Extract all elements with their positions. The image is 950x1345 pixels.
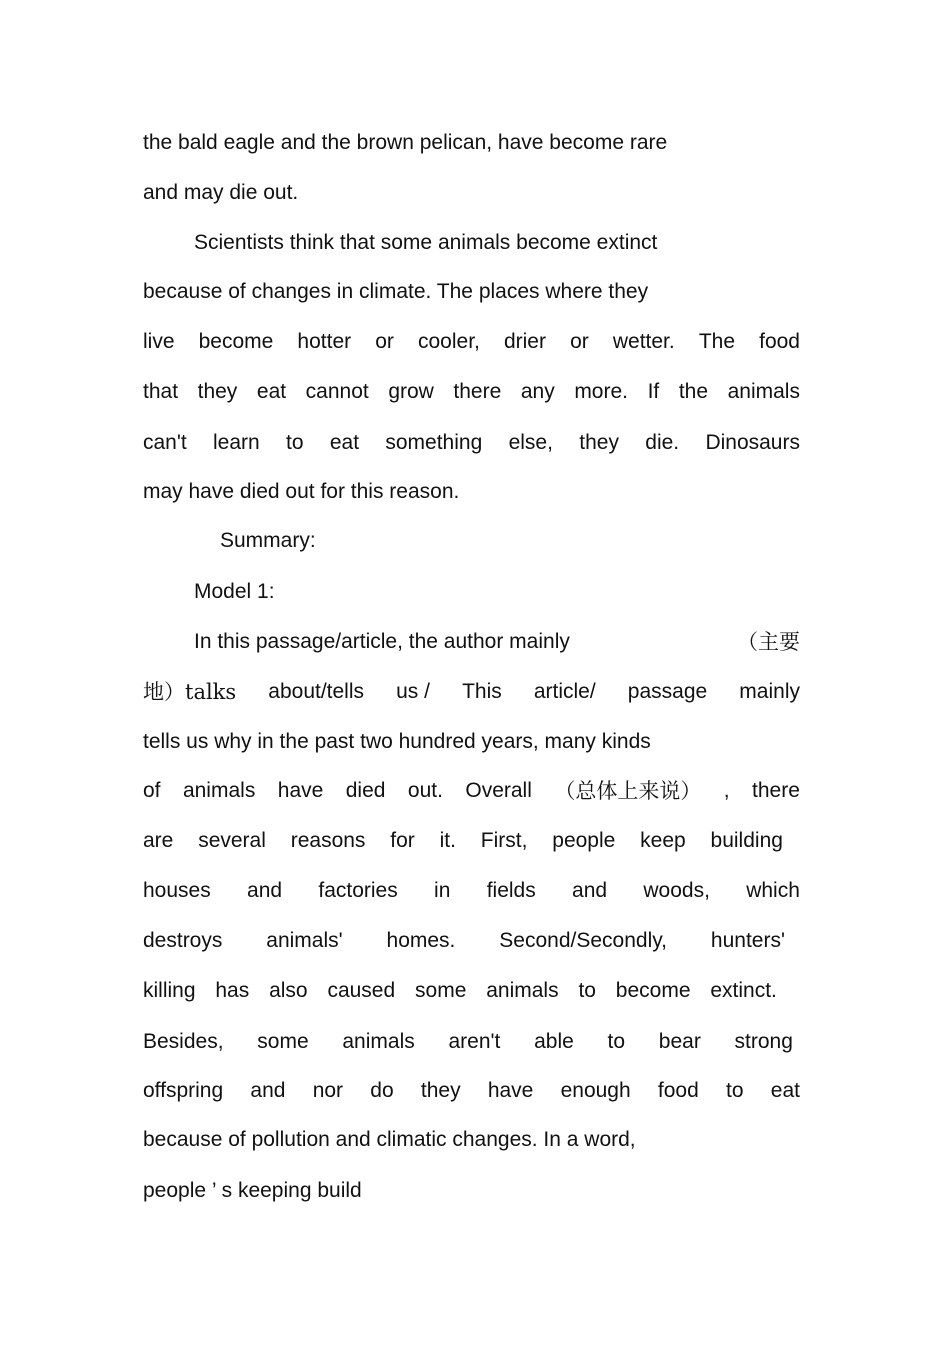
word: do: [370, 1079, 394, 1102]
word: eat: [770, 1079, 800, 1102]
word: to: [286, 431, 304, 454]
word: that: [143, 380, 179, 403]
text-line: [143, 1027, 793, 1057]
word: homes.: [386, 929, 456, 952]
word: people: [552, 829, 616, 852]
word: destroys: [143, 929, 223, 952]
word: Second/Secondly,: [499, 929, 668, 952]
word: are: [143, 829, 174, 852]
word: aren't: [448, 1030, 501, 1053]
word: animals: [486, 979, 559, 1002]
text-line: [143, 677, 800, 707]
text-line: and may die out.: [143, 181, 299, 204]
text-line: [143, 926, 785, 956]
word: grow: [388, 380, 434, 403]
word: factories: [318, 879, 398, 902]
word: there: [453, 380, 502, 403]
word: of: [143, 779, 161, 802]
word: there: [752, 779, 800, 802]
word: any: [520, 380, 555, 403]
text-line: [143, 1076, 800, 1106]
text-line: because of pollution and climatic changes. In a word,: [143, 1128, 636, 1151]
word: also: [269, 979, 308, 1002]
word: they: [579, 431, 619, 454]
word: drier: [503, 330, 546, 353]
word: to: [607, 1030, 626, 1053]
text-line: [143, 876, 800, 906]
word: else,: [508, 431, 553, 454]
word: in: [434, 879, 451, 902]
word: food: [759, 330, 800, 353]
text-line: [143, 327, 800, 357]
word: able: [534, 1030, 574, 1053]
word: wetter.: [612, 330, 675, 353]
word: more.: [574, 380, 628, 403]
word: or: [375, 330, 394, 353]
word: hotter: [297, 330, 352, 353]
word: the: [678, 380, 709, 403]
word: or: [570, 330, 589, 353]
word: The: [698, 330, 736, 353]
word: If: [647, 380, 660, 403]
word: Besides,: [143, 1030, 224, 1053]
word: eat: [329, 431, 360, 454]
text-line: [143, 976, 777, 1006]
text-line: the bald eagle and the brown pelican, have become rare: [143, 131, 668, 154]
word: Dinosaurs: [705, 431, 800, 454]
word: can't: [143, 431, 187, 454]
text-line: [143, 776, 800, 806]
word: some: [257, 1030, 309, 1053]
word: and: [250, 1079, 286, 1102]
word: Overall: [465, 779, 532, 802]
word: passage: [627, 680, 708, 703]
word: and: [572, 879, 608, 902]
word: it.: [439, 829, 456, 852]
word: animals': [266, 929, 343, 952]
text-line: [143, 428, 800, 458]
word: several: [198, 829, 266, 852]
text-line: [143, 826, 783, 856]
word: article/: [533, 680, 596, 703]
word: mainly: [739, 680, 800, 703]
word: caused: [327, 979, 396, 1002]
word: animals: [727, 380, 800, 403]
word: become: [198, 330, 274, 353]
word: die.: [645, 431, 680, 454]
word: bear: [658, 1030, 701, 1053]
word: live: [143, 330, 175, 353]
word: some: [415, 979, 467, 1002]
word: cooler,: [418, 330, 480, 353]
text-line: tells us why in the past two hundred years, many kinds: [143, 730, 651, 753]
word: cannot: [305, 380, 369, 403]
word: strong: [734, 1030, 793, 1053]
word: animals: [342, 1030, 415, 1053]
word: houses: [143, 879, 211, 902]
word: out.: [407, 779, 443, 802]
model-heading: Model 1:: [194, 580, 275, 603]
word: nor: [312, 1079, 344, 1102]
word: offspring: [143, 1079, 224, 1102]
word: us /: [396, 680, 430, 703]
word: have: [277, 779, 324, 802]
word: ,: [723, 779, 730, 802]
paragraph-first-line: Scientists think that some animals become extinct: [194, 231, 658, 254]
word: have: [487, 1079, 534, 1102]
word: something: [385, 431, 483, 454]
text-line: may have died out for this reason.: [143, 480, 460, 503]
word: about/tells: [268, 680, 365, 703]
word: 地）talks: [143, 680, 237, 704]
word: and: [247, 879, 283, 902]
word: killing: [143, 979, 196, 1002]
word: learn: [213, 431, 260, 454]
word: they: [197, 380, 238, 403]
word: First,: [480, 829, 528, 852]
word: （主要: [737, 630, 800, 654]
text-line: [143, 377, 800, 407]
word: to: [726, 1079, 744, 1102]
word: enough: [560, 1079, 631, 1102]
word: hunters': [710, 929, 785, 952]
word: has: [215, 979, 250, 1002]
word: reasons: [290, 829, 366, 852]
word: to: [578, 979, 596, 1002]
word: food: [657, 1079, 699, 1102]
word: keep: [640, 829, 686, 852]
word: building: [710, 829, 783, 852]
word: This: [462, 680, 502, 703]
word: eat: [256, 380, 287, 403]
word: become: [615, 979, 691, 1002]
summary-heading: Summary:: [220, 529, 316, 552]
word: for: [390, 829, 415, 852]
word: （总体上来说）: [554, 779, 702, 803]
text-line: because of changes in climate. The places where they: [143, 280, 649, 303]
word: animals: [182, 779, 256, 802]
paragraph-first-line: [194, 627, 800, 657]
text-line: people ’ s keeping build: [143, 1179, 362, 1202]
word: which: [746, 879, 800, 902]
word: they: [420, 1079, 461, 1102]
word: died: [345, 779, 386, 802]
word: extinct.: [710, 979, 777, 1002]
word: woods,: [643, 879, 710, 902]
word: In this passage/article, the author mainly: [194, 630, 570, 653]
word: fields: [486, 879, 536, 902]
